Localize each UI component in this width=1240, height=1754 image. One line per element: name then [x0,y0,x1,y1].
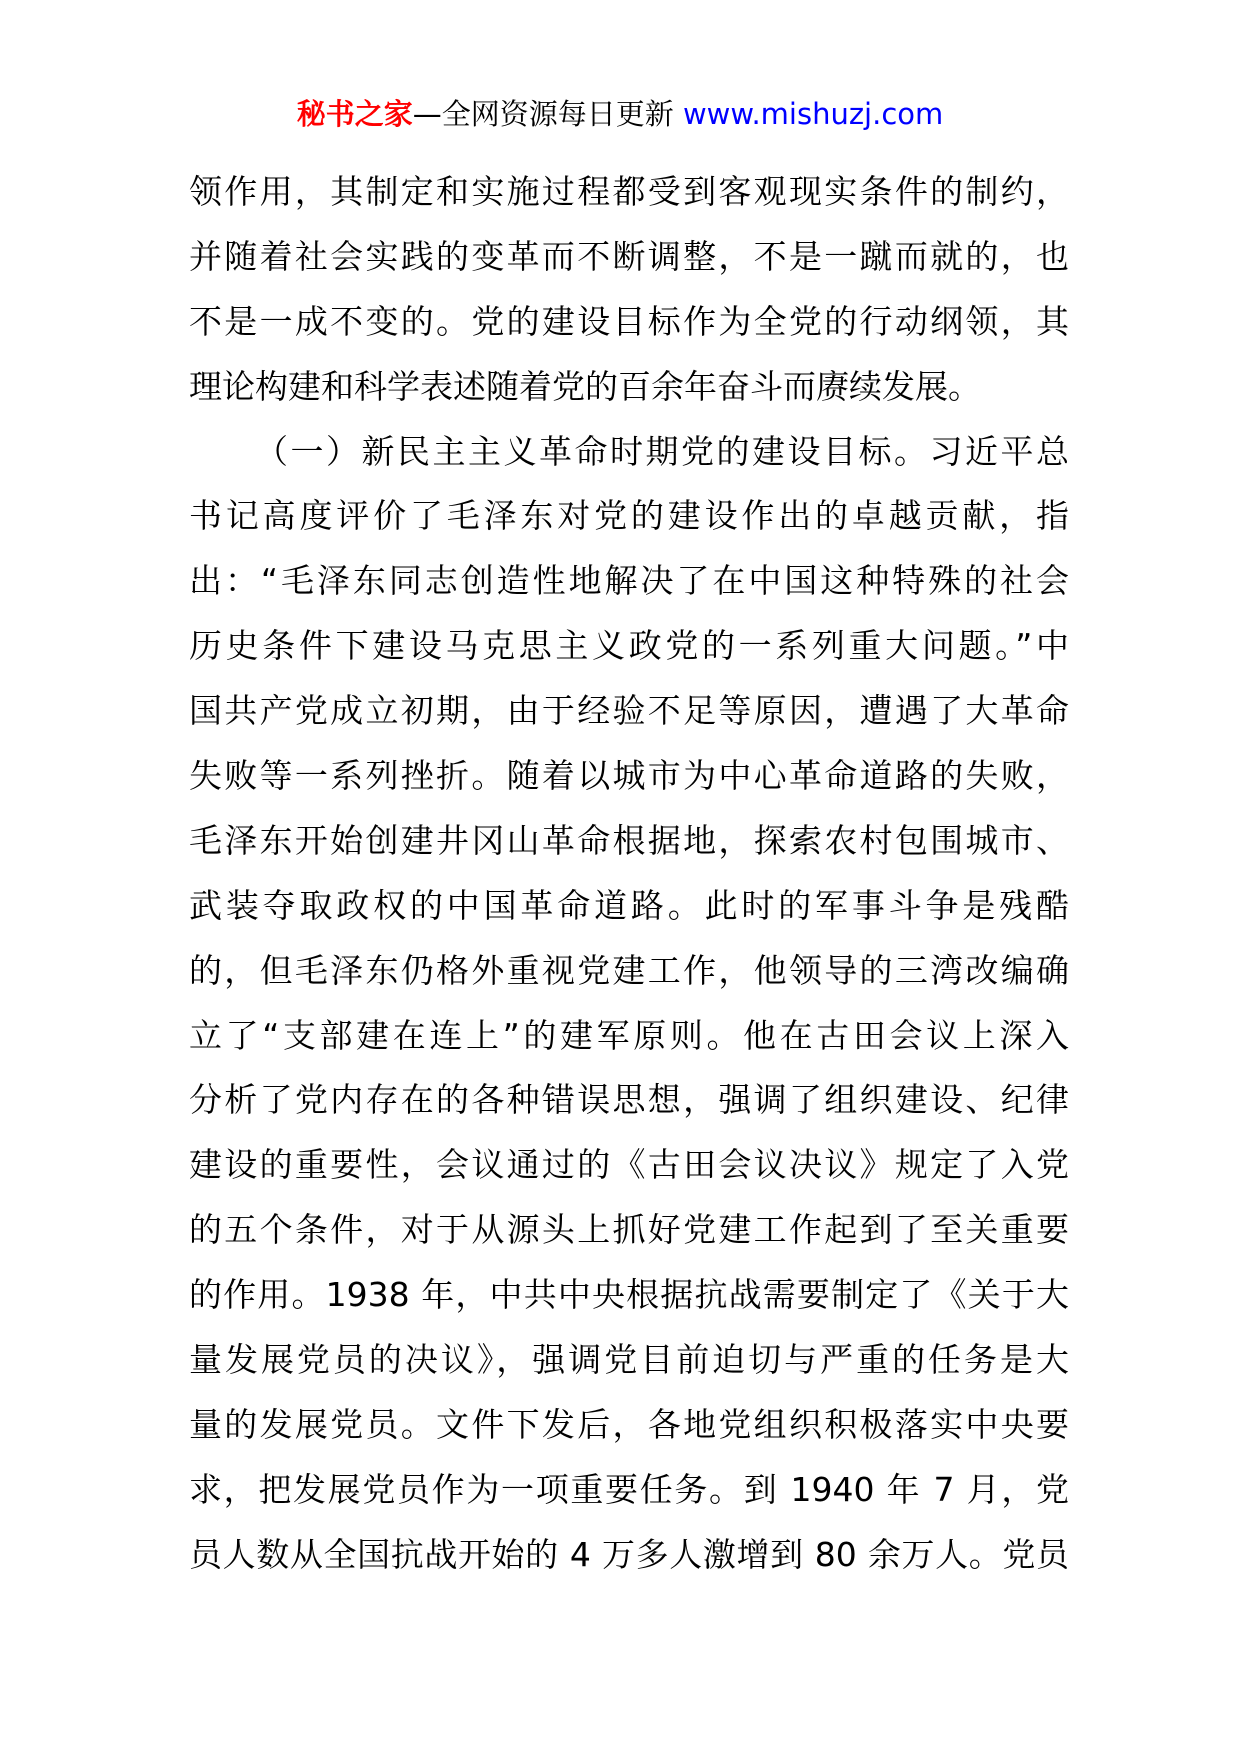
site-tagline: —全网资源每日更新 [412,97,674,131]
text-line: 立了“支部建在连上”的建军原则。他在古田会议上深入 [189,1015,1069,1055]
text-line: 不是一成不变的。党的建设目标作为全党的行动纲领，其 [189,301,1069,341]
text-line: 量发展党员的决议》，强调党目前迫切与严重的任务是大 [189,1340,1069,1380]
document-body [189,160,1069,1588]
text-line: 员人数从全国抗战开始的 4 万多人激增到 80 余万人。党员 [189,1534,1069,1574]
text-line: 建设的重要性，会议通过的《古田会议决议》规定了入党 [189,1145,1069,1185]
site-brand: 秘书之家 [296,97,413,131]
text-line: 量的发展党员。文件下发后，各地党组织积极落实中央要 [189,1404,1069,1444]
text-line: 分析了党内存在的各种错误思想，强调了组织建设、纪律 [189,1080,1069,1120]
text-line: 出：“毛泽东同志创造性地解决了在中国这种特殊的社会 [189,561,1069,601]
text-line: 的作用。1938 年，中共中央根据抗战需要制定了《关于大 [189,1275,1069,1315]
text-line: 国共产党成立初期，由于经验不足等原因，遭遇了大革命 [189,691,1069,731]
section-heading-line: （一）新民主主义革命时期党的建设目标。习近平总 [255,431,1069,471]
text-line: 武装夺取政权的中国革命道路。此时的军事斗争是残酷 [189,885,1069,925]
text-line: 失败等一系列挫折。随着以城市为中心革命道路的失败， [189,756,1069,796]
site-url-link[interactable]: www.mishuzj.com [682,97,944,131]
text-line: 并随着社会实践的变革而不断调整，不是一蹴而就的，也 [189,236,1069,276]
text-line: 书记高度评价了毛泽东对党的建设作出的卓越贡献，指 [189,496,1069,536]
text-line: 理论构建和科学表述随着党的百余年奋斗而赓续发展。 [189,366,981,406]
text-line: 领作用，其制定和实施过程都受到客观现实条件的制约， [189,172,1069,211]
text-line: 的五个条件，对于从源头上抓好党建工作起到了至关重要 [189,1210,1069,1250]
text-line: 历史条件下建设马克思主义政党的一系列重大问题。”中 [189,626,1069,666]
text-line: 求，把发展党员作为一项重要任务。到 1940 年 7 月，党 [189,1469,1069,1509]
page-header [0,94,1240,134]
text-line: 的，但毛泽东仍格外重视党建工作，他领导的三湾改编确 [189,950,1069,990]
text-line: 毛泽东开始创建井冈山革命根据地，探索农村包围城市、 [189,820,1069,860]
